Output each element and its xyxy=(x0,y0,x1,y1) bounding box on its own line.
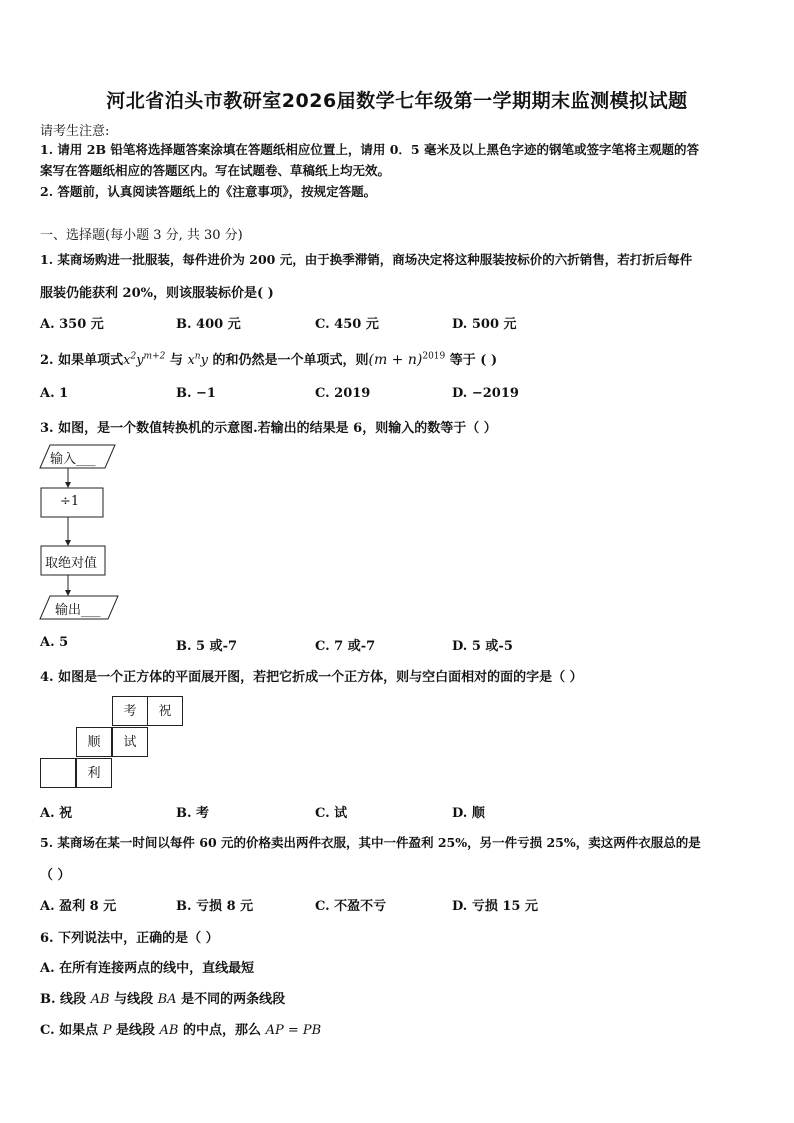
question-5-text: 5. 某商场在某一时间以每件 60 元的价格卖出两件衣服，其中一件盈利 25%，另一件亏损 25%，卖这两件衣服总的是 xyxy=(40,835,701,850)
q2-var-y: y xyxy=(136,353,144,368)
q6-option-c xyxy=(40,1019,321,1038)
q5-option-a: A. 盈利 8 元 xyxy=(40,899,117,914)
cube-face-shun: 顺 xyxy=(76,727,112,757)
q6-b-var-ba: BA xyxy=(157,992,177,1007)
flow-op-divide-label: ÷1 xyxy=(60,494,80,509)
flow-op-abs-label: 取绝对值 xyxy=(45,556,98,571)
notice-line-1: 1. 请用 2B 铅笔将选择题答案涂填在答题纸相应位置上，请用 0．5 毫米及以上黑色字迹的钢笔或签字笔将主观题的答 xyxy=(40,142,699,157)
q2-option-b: B. −1 xyxy=(176,386,216,401)
flow-input-label: 输入___ xyxy=(50,452,96,467)
cube-face-blank xyxy=(40,758,76,788)
q2-option-a: A. 1 xyxy=(40,386,69,401)
q3-option-c: C. 7 或-7 xyxy=(315,639,376,654)
q5-option-d: D. 亏损 15 元 xyxy=(452,899,539,914)
q6-option-b xyxy=(40,988,285,1007)
q6-c-part-3: 的中点，那么 xyxy=(183,1023,262,1038)
section-heading: 一、选择题(每小题 3 分, 共 30 分) xyxy=(40,228,243,243)
question-1-text: 1. 某商场购进一批服装，每件进价为 200 元，由于换季滞销，商场决定将这种服装按标价的六折销售，若打折后每件 xyxy=(40,252,693,267)
q6-c-var-ab: AB xyxy=(159,1023,179,1038)
question-4-text: 4. 如图是一个正方体的平面展开图，若把它折成一个正方体，则与空白面相对的面的字是（ ） xyxy=(40,670,583,685)
cube-face-shi: 试 xyxy=(112,727,148,757)
q6-b-part-2: 与线段 xyxy=(114,992,154,1007)
q6-c-equation: AP = PB xyxy=(265,1023,322,1038)
q2-part-4: 等于 ( ) xyxy=(449,353,498,368)
q2-part-3: 的和仍然是一个单项式，则 xyxy=(212,353,369,368)
q6-b-part-3: 是不同的两条线段 xyxy=(181,992,286,1007)
q6-c-var-p: P xyxy=(102,1023,112,1038)
q4-option-d: D. 顺 xyxy=(452,806,485,821)
question-1-text-cont: 服装仍能获利 20%，则该服装标价是( ) xyxy=(40,286,274,301)
cube-face-li: 利 xyxy=(76,758,112,788)
q6-c-part-1: C. 如果点 xyxy=(40,1023,99,1038)
q2-var-y2: y xyxy=(200,353,208,368)
q2-var-x2: x xyxy=(187,353,195,368)
q1-option-a: A. 350 元 xyxy=(40,317,104,332)
cube-face-zhu: 祝 xyxy=(147,696,183,726)
question-3-text: 3. 如图，是一个数值转换机的示意图.若输出的结果是 6，则输入的数等于（ ） xyxy=(40,421,497,436)
flow-output-label: 输出___ xyxy=(55,603,101,618)
flow-arrowhead-1 xyxy=(65,482,71,488)
q3-option-d: D. 5 或-5 xyxy=(452,639,513,654)
q6-c-part-2: 是线段 xyxy=(115,1023,155,1038)
question-5-text-cont: （ ） xyxy=(40,868,71,883)
notice-heading: 请考生注意: xyxy=(40,124,110,139)
q2-option-d: D. −2019 xyxy=(452,386,519,401)
q2-paren: (m + n) xyxy=(368,352,423,368)
q2-exp-2: m+2 xyxy=(143,351,166,362)
notice-line-2: 2. 答题前，认真阅读答题纸上的《注意事项》，按规定答题。 xyxy=(40,184,377,199)
q1-option-d: D. 500 元 xyxy=(452,317,517,332)
question-2-text xyxy=(40,349,497,368)
q2-exp-3: n xyxy=(194,351,201,362)
q6-option-a: A. 在所有连接两点的线中，直线最短 xyxy=(40,961,255,976)
flow-arrowhead-2 xyxy=(65,540,71,546)
q6-b-part-1: B. 线段 xyxy=(40,992,87,1007)
q2-exp-4: 2019 xyxy=(422,351,446,362)
q2-part-1: 2. 如果单项式 xyxy=(40,353,124,368)
question-6-text: 6. 下列说法中，正确的是（ ） xyxy=(40,931,219,946)
notice-line-1b: 案写在答题纸相应的答题区内。写在试题卷、草稿纸上均无效。 xyxy=(40,163,391,178)
cube-face-kao: 考 xyxy=(112,696,148,726)
flowchart-diagram xyxy=(30,440,130,625)
q2-part-2: 与 xyxy=(169,353,183,368)
flow-arrowhead-3 xyxy=(65,590,71,596)
page-title: 河北省泊头市教研室2026届数学七年级第一学期期末监测模拟试题 xyxy=(106,90,688,112)
q2-exp-1: 2 xyxy=(130,351,137,362)
q1-option-c: C. 450 元 xyxy=(315,317,379,332)
q5-option-c: C. 不盈不亏 xyxy=(315,899,387,914)
q2-option-c: C. 2019 xyxy=(315,386,371,401)
q1-option-b: B. 400 元 xyxy=(176,317,241,332)
q2-var-x: x xyxy=(123,353,131,368)
q4-option-a: A. 祝 xyxy=(40,806,73,821)
q3-option-b: B. 5 或-7 xyxy=(176,639,238,654)
q4-option-c: C. 试 xyxy=(315,806,348,821)
q4-option-b: B. 考 xyxy=(176,806,210,821)
q3-option-a: A. 5 xyxy=(40,635,69,650)
q6-b-var-ab: AB xyxy=(90,992,110,1007)
q5-option-b: B. 亏损 8 元 xyxy=(176,899,254,914)
